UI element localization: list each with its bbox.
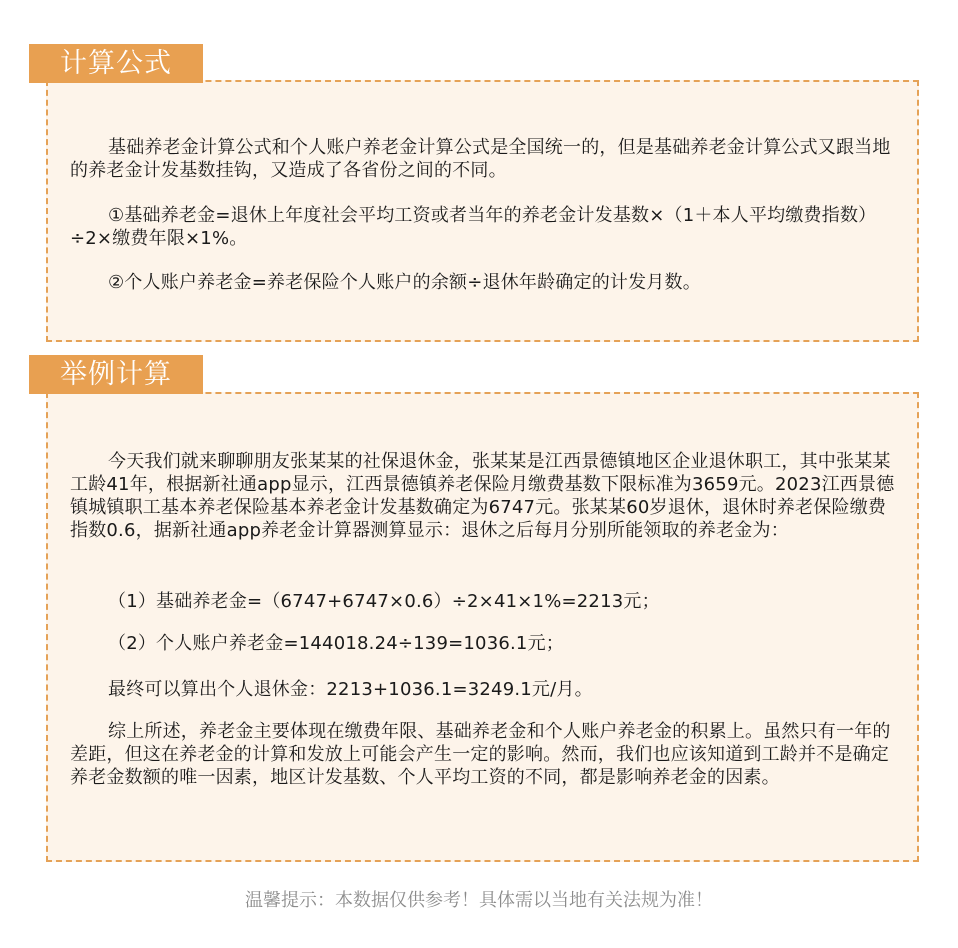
personal-account-formula: ②个人账户养老金=养老保险个人账户的余额÷退休年龄确定的计发月数。 — [108, 272, 701, 293]
basic-pension-formula: ①基础养老金=退休上年度社会平均工资或者当年的养老金计发基数×（1＋本人平均缴费指数）÷2×缴费年限×1%。 — [70, 205, 877, 249]
formula-section-box — [46, 80, 919, 342]
example-personal-account: （2）个人账户养老金=144018.24÷139=1036.1元； — [108, 633, 564, 654]
formula-intro-paragraph: 基础养老金计算公式和个人账户养老金计算公式是全国统一的，但是基础养老金计算公式又跟当地的养老金计发基数挂钩，又造成了各省份之间的不同。 — [70, 137, 891, 181]
disclaimer-tip: 温馨提示：本数据仅供参考！具体需以当地有关法规为准！ — [245, 890, 713, 911]
conclusion-paragraph: 综上所述，养老金主要体现在缴费年限、基础养老金和个人账户养老金的积累上。虽然只有一年的差距，但这在养老金的计算和发放上可能会产生一定的影响。然而，我们也应该知道到工龄并不是确定养老金数额的唯一因素，地区计发基数、个人平均工资的不同，都是影响养老金的因素。 — [70, 721, 891, 788]
example-intro-paragraph: 今天我们就来聊聊朋友张某某的社保退休金，张某某是江西景德镇地区企业退休职工，其中张某某工龄41年，根据新社通app显示，江西景德镇养老保险月缴费基数下限标准为3659元。2023江西景德镇城镇职工基本养老保险基本养老金计发基数确定为6747元。张某某60岁退休，退休时养老保险缴费指数0.6，据新社通app养老金计算器测算显示：退休之后每月分别所能领取的养老金为： — [70, 451, 895, 541]
section-title-example: 举例计算 — [29, 355, 203, 394]
example-basic-pension: （1）基础养老金=（6747+6747×0.6）÷2×41×1%=2213元； — [108, 591, 660, 612]
example-section-box — [46, 392, 919, 862]
section-title-formula: 计算公式 — [29, 44, 203, 83]
example-total-pension: 最终可以算出个人退休金：2213+1036.1=3249.1元/月。 — [108, 679, 593, 700]
